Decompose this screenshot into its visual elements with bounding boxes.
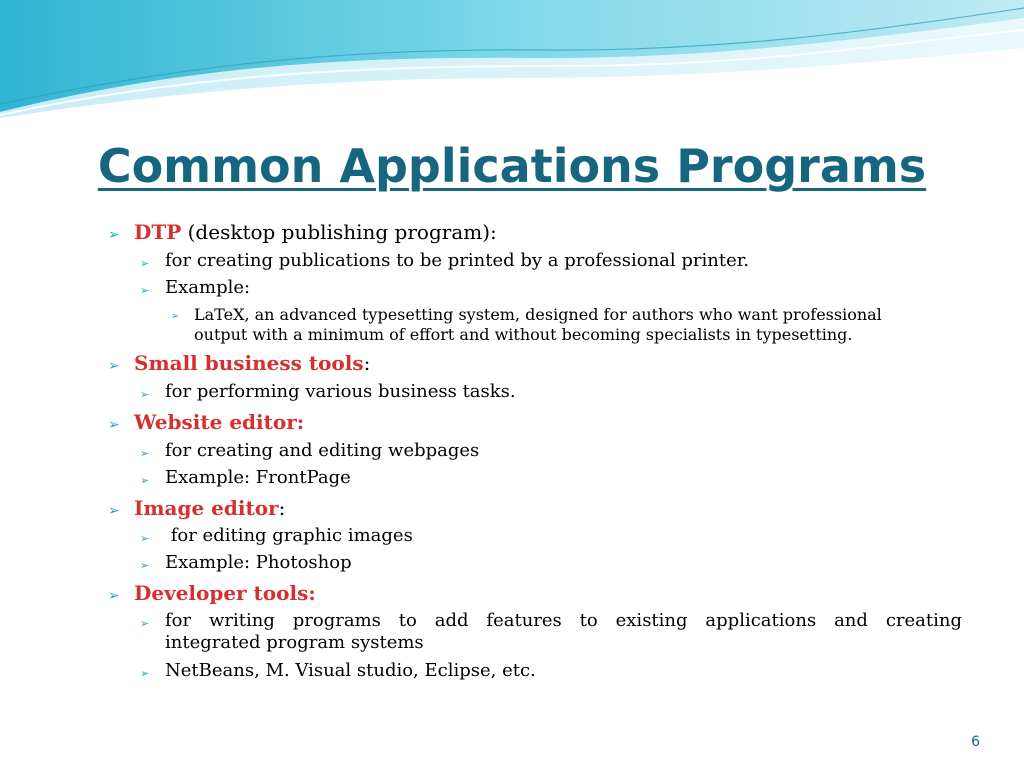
arrow-bullet-icon: ➢ — [108, 417, 120, 433]
key-term: Website editor: — [134, 410, 305, 434]
arrow-bullet-icon: ➢ — [108, 358, 120, 374]
arrow-bullet-icon: ➢ — [108, 227, 120, 243]
item-text: : — [363, 351, 371, 375]
item-text: (desktop publishing program): — [181, 220, 497, 244]
arrow-bullet-icon: ➢ — [140, 447, 150, 460]
key-term: Developer tools: — [134, 581, 316, 605]
key-term: DTP — [134, 220, 182, 244]
arrow-bullet-icon: ➢ — [171, 311, 180, 322]
arrow-bullet-icon: ➢ — [108, 588, 120, 604]
arrow-bullet-icon: ➢ — [140, 388, 150, 401]
item-text: : — [278, 496, 286, 520]
key-term: Image editor — [134, 496, 279, 520]
arrow-bullet-icon: ➢ — [140, 617, 150, 630]
arrow-bullet-icon: ➢ — [140, 667, 150, 680]
key-term: Small business tools — [134, 351, 364, 375]
arrow-bullet-icon: ➢ — [108, 503, 120, 519]
slide-title: Common Applications Programs — [97, 139, 927, 193]
arrow-bullet-icon: ➢ — [140, 257, 150, 270]
arrow-bullet-icon: ➢ — [140, 532, 150, 545]
arrow-bullet-icon: ➢ — [140, 474, 150, 487]
arrow-bullet-icon: ➢ — [140, 559, 150, 572]
bullet-list: ➢ DTP (desktop publishing program): ➢ for creating publications to be printed by a professional printer. ➢ Example: ➢ LaTeX, an advanced typesetting system, designed for authors who want professional output with a minimum of effort and without becoming specialists in typesetting. ➢ Small business tools: ➢ for performing various business tasks. ➢ Website editor: ➢ for creating and editing webpages ➢ Example: FrontPage ➢ Image editor: ➢ for editing graphic images ➢ Example: Photoshop ➢ Developer tools: ➢ for writing programs to add features to existing applications and creating integrated program systems ➢ NetBeans, M. Visual studio, Eclipse, etc. — [0, 0, 1024, 768]
page-number: 6 — [971, 734, 980, 750]
arrow-bullet-icon: ➢ — [140, 284, 150, 297]
